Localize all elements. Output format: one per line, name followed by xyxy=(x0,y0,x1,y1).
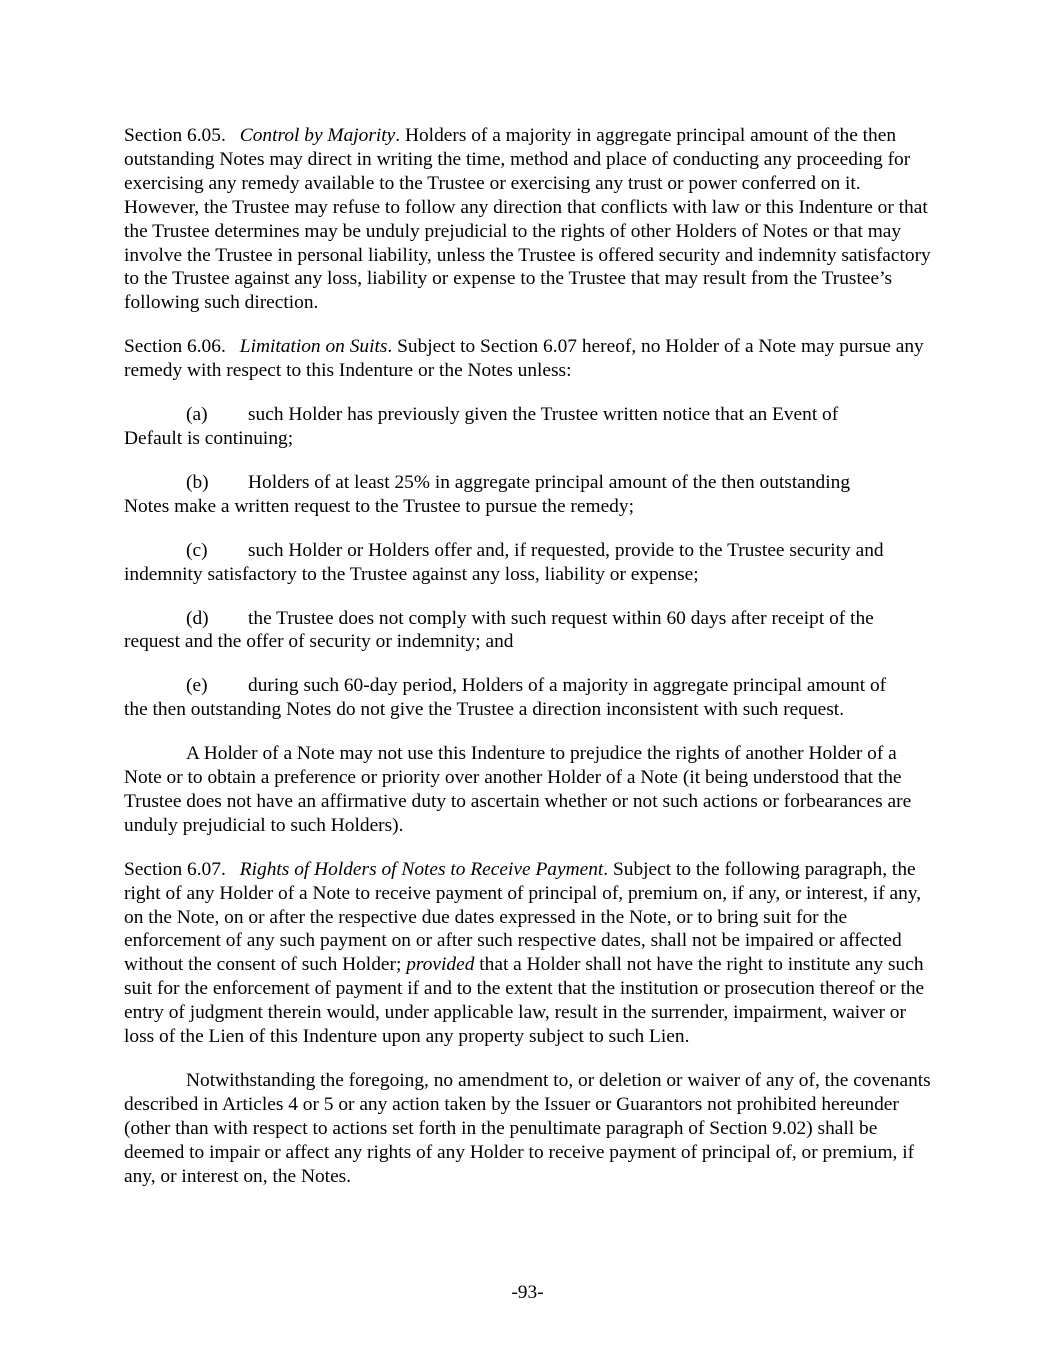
list-item xyxy=(124,471,934,519)
item-text: during such 60-day period, Holders of a majority in aggregate principal amount of xyxy=(248,675,887,697)
section-6-05 xyxy=(124,124,934,315)
item-label: (c) xyxy=(186,539,208,561)
notwithstanding-paragraph: Notwithstanding the foregoing, no amendment to, or deletion or waiver of any of, the covenants described in Articles 4 or 5 or any action taken by the Issuer or Guarantors not prohibited hereunder (other than with respect to actions set forth in the penultimate paragraph of Section 9.02) shall be deemed to impair or affect any rights of any Holder to receive payment of principal of, or premium, if any, or interest on, the Notes. xyxy=(124,1070,931,1187)
item-text-continued: indemnity satisfactory to the Trustee against any loss, liability or expense; xyxy=(124,563,699,585)
section-6-07 xyxy=(124,858,934,1049)
section-body: . Subject to the following paragraph, the right of any Holder of a Note to receive payment of principal of, premium on, if any, or interest, if any, on the Note, on or after the respective due dates expressed in the Note, or to bring suit for the enforcement of any such payment on or after such respective dates, shall not be impaired or affected without the consent of such Holder; xyxy=(124,858,922,976)
item-label: (b) xyxy=(186,471,209,493)
section-body-continued: that a Holder shall not have the right to institute any such suit for the enforcement of payment if and to the extent that the institution or prosecution thereof or the entry of judgment therein would, under applicable law, result in the surrender, impairment, waiver or loss of the Lien of this Indenture upon any property subject to such Lien. xyxy=(124,954,925,1048)
section-title: Control by Majority xyxy=(239,125,396,146)
closing-paragraph: A Holder of a Note may not use this Indenture to prejudice the rights of another Holder of a Note or to obtain a preference or priority over another Holder of a Note (it being understood that the Trustee does not have an affirmative duty to ascertain whether or not such actions or forbearances are unduly prejudicial to such Holders). xyxy=(124,743,912,836)
list-item xyxy=(124,403,934,451)
section-body: . Subject to Section 6.07 hereof, no Holder of a Note may pursue any remedy with respect to this Indenture or the Notes unless: xyxy=(124,336,924,382)
item-label: (e) xyxy=(186,675,208,697)
list-item xyxy=(124,607,934,655)
section-title: Limitation on Suits xyxy=(239,336,388,358)
item-text-continued: the then outstanding Notes do not give the Trustee a direction inconsistent with such request. xyxy=(124,699,845,721)
section-number: Section 6.06. xyxy=(124,336,226,358)
list-item xyxy=(124,674,934,722)
list-item xyxy=(124,539,934,587)
section-6-06 xyxy=(124,335,934,383)
item-label: (d) xyxy=(186,607,209,629)
provided-term: provided xyxy=(406,954,475,976)
item-text-continued: request and the offer of security or indemnity; and xyxy=(124,631,514,653)
section-number: Section 6.05. xyxy=(124,125,226,146)
item-text: such Holder or Holders offer and, if requested, provide to the Trustee security and xyxy=(248,539,884,561)
section-body: . Holders of a majority in aggregate principal amount of the then outstanding Notes may direct in writing the time, method and place of conducting any proceeding for exercising any remedy available to the Trustee or exercising any trust or power conferred on it. However, the Trustee may refuse to follow any direction that conflicts with law or this Indenture or that the Trustee determines may be unduly prejudicial to the rights of other Holders of Notes or that may involve the Trustee in personal liability, unless the Trustee is offered security and indemnity satisfactory to the Trustee against any loss, liability or expense to the Trustee that may result from the Trustee’s following such direction. xyxy=(124,125,931,314)
item-label: (a) xyxy=(186,404,208,426)
item-text: such Holder has previously given the Trustee written notice that an Event of xyxy=(248,404,839,426)
item-text-continued: Notes make a written request to the Trustee to pursue the remedy; xyxy=(124,495,634,517)
item-text-continued: Default is continuing; xyxy=(124,427,294,449)
page-number: -93- xyxy=(511,1282,544,1303)
item-text: the Trustee does not comply with such request within 60 days after receipt of the xyxy=(248,607,874,629)
section-number: Section 6.07. xyxy=(124,858,226,880)
section-title: Rights of Holders of Notes to Receive Payment xyxy=(239,858,604,880)
document-page xyxy=(124,124,934,1209)
item-text: Holders of at least 25% in aggregate principal amount of the then outstanding xyxy=(248,471,851,493)
